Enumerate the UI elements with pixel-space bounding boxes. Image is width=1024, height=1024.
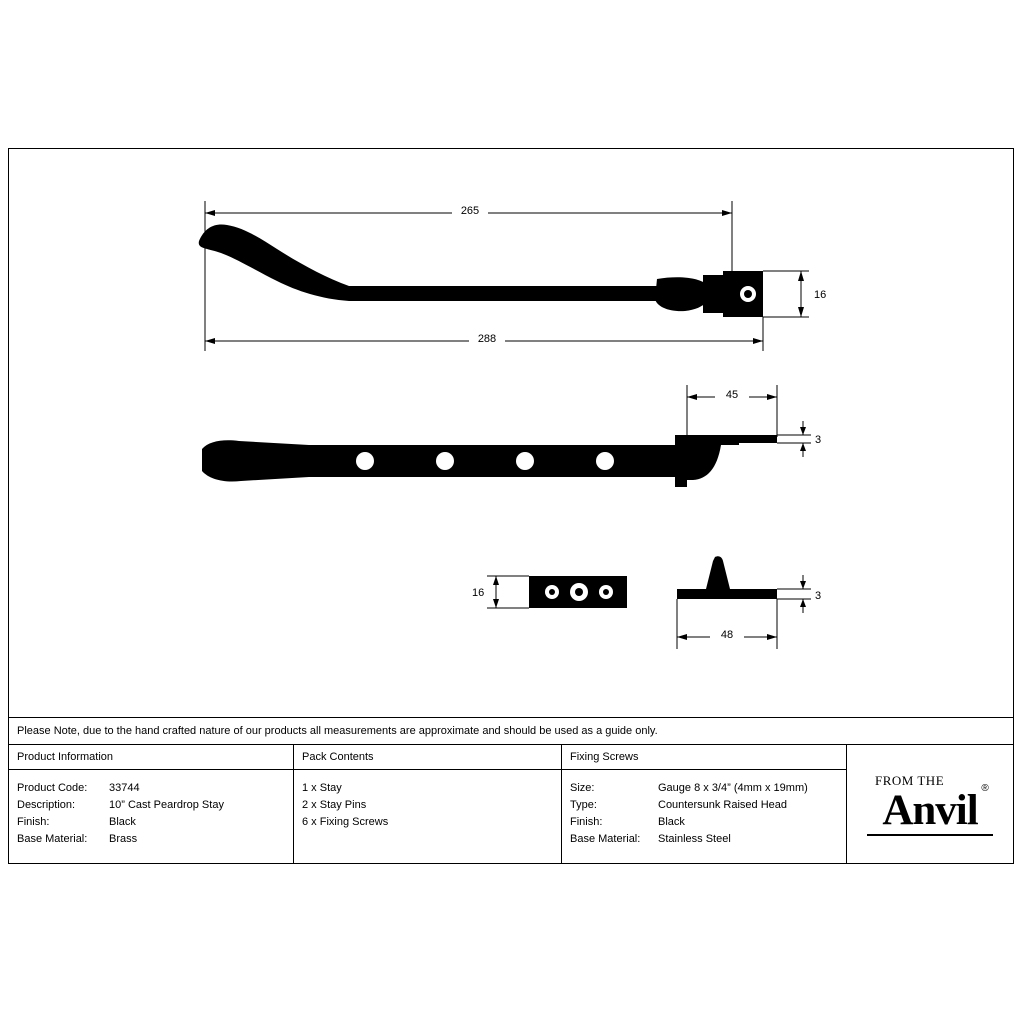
- side-view-plate: [687, 435, 777, 443]
- screw-base-material-value: Stainless Steel: [658, 833, 731, 845]
- pin-plate-hole-left-inner: [549, 589, 555, 595]
- description-label: Description:: [17, 799, 76, 811]
- pack-contents-item: 2 x Stay Pins: [302, 799, 367, 811]
- pivot-gap: [723, 271, 731, 317]
- measurement-note-text: Please Note, due to the hand crafted nature of our products all measurements are approximate and should be used as a guide only.: [17, 725, 658, 737]
- screw-base-material-label: Base Material:: [570, 833, 641, 845]
- top-view-group: [199, 225, 763, 317]
- finish-value: Black: [109, 816, 136, 828]
- finish-label: Finish:: [17, 816, 50, 828]
- dim-16-pin: [472, 576, 529, 608]
- dim-16-top: [763, 271, 826, 317]
- dim-265-label: 265: [460, 205, 480, 217]
- screw-finish-row: [570, 814, 838, 831]
- registered-mark: ®: [981, 782, 988, 794]
- drawing-svg: [9, 149, 1013, 717]
- pin-spike: [706, 556, 730, 589]
- dim-16-top-label: 16: [814, 289, 827, 301]
- drawing-area: [9, 149, 1013, 717]
- pack-contents-item: 1 x Stay: [302, 782, 342, 794]
- fixing-screws-heading: Fixing Screws: [562, 745, 846, 770]
- base-material-row: [17, 831, 285, 848]
- pack-contents-body: [294, 770, 561, 831]
- pin-base-plate: [677, 589, 777, 599]
- screw-size-label: Size:: [570, 782, 595, 794]
- side-view-hole-1: [356, 452, 374, 470]
- base-material-value: Brass: [109, 833, 138, 845]
- pack-contents-item: 6 x Fixing Screws: [302, 816, 389, 828]
- info-panels: [9, 745, 1013, 863]
- measurement-note: [9, 717, 1013, 745]
- anvil-logo: [847, 745, 1013, 863]
- pivot-hole-inner: [744, 290, 752, 298]
- dim-16-pin-label: 16: [472, 587, 485, 599]
- side-view-hole-3: [516, 452, 534, 470]
- screw-type-value: Countersunk Raised Head: [658, 799, 788, 811]
- brand-line2: Anvil: [882, 786, 978, 834]
- dim-45-label: 45: [725, 389, 739, 401]
- product-code-row: [17, 780, 285, 797]
- screw-type-label: Type:: [570, 799, 597, 811]
- pin-elevation-group: [677, 556, 777, 599]
- product-information-heading: Product Information: [9, 745, 293, 770]
- pivot-knuckle: [703, 275, 723, 313]
- dim-48: [677, 599, 777, 649]
- screw-type-row: [570, 797, 838, 814]
- brand-line2-wrap: [882, 782, 988, 834]
- dim-3-side: [777, 421, 821, 457]
- screw-size-value: Gauge 8 x 3/4” (4mm x 19mm): [658, 782, 808, 794]
- product-information-body: [9, 770, 293, 848]
- dim-48-label: 48: [720, 629, 734, 641]
- pin-plate-plan-group: [529, 576, 627, 608]
- side-view-tail: [202, 440, 309, 481]
- dim-3-pin-label: 3: [815, 590, 822, 602]
- dim-3-pin: [777, 575, 821, 613]
- brand-logo-panel: [847, 745, 1013, 863]
- screw-finish-value: Black: [658, 816, 685, 828]
- pin-plate-hole-right-inner: [603, 589, 609, 595]
- dim-288-label: 288: [477, 333, 497, 345]
- side-view-group: [202, 435, 777, 487]
- dim-3-side-label: 3: [815, 434, 822, 446]
- technical-drawing-sheet: [8, 148, 1014, 864]
- pack-contents-heading: Pack Contents: [294, 745, 561, 770]
- stay-arm-shape: [199, 225, 669, 301]
- logo-underline: [867, 834, 993, 836]
- fixing-screws-panel: [562, 745, 847, 863]
- side-view-knuckle: [675, 435, 687, 487]
- product-information-panel: [9, 745, 294, 863]
- pin-plate-hole-center-inner: [575, 588, 583, 596]
- screw-finish-label: Finish:: [570, 816, 603, 828]
- screw-base-material-row: [570, 831, 838, 848]
- finish-row: [17, 814, 285, 831]
- product-code-value: 33744: [109, 782, 140, 794]
- fixing-screws-body: [562, 770, 846, 848]
- side-view-hole-4: [596, 452, 614, 470]
- peardrop-end: [655, 277, 711, 311]
- product-code-label: Product Code:: [17, 782, 88, 794]
- description-value: 10” Cast Peardrop Stay: [109, 799, 224, 811]
- base-material-label: Base Material:: [17, 833, 88, 845]
- pack-contents-panel: [294, 745, 562, 863]
- description-row: [17, 797, 285, 814]
- screw-size-row: [570, 780, 838, 797]
- dim-45: [687, 385, 777, 437]
- side-view-hole-2: [436, 452, 454, 470]
- brand-line1: FROM THE: [875, 772, 945, 788]
